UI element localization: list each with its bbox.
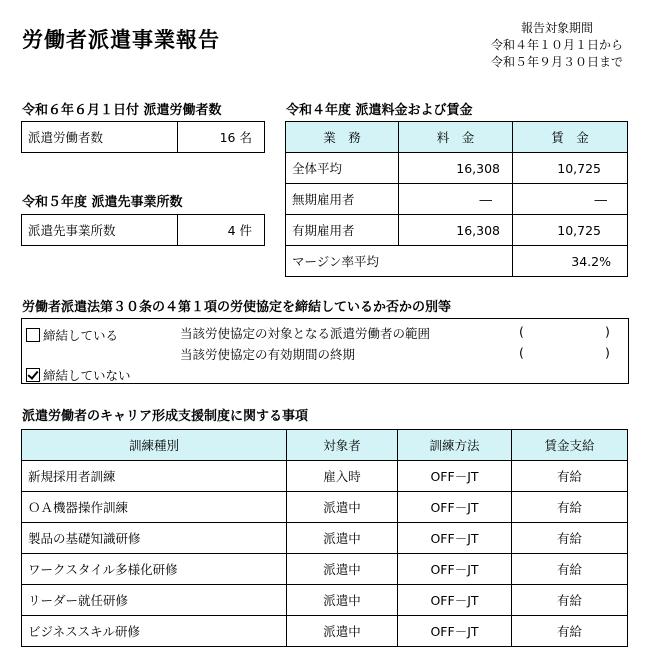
fees-margin-value: 34.2%	[513, 246, 628, 277]
fees-row-wage: ―	[513, 184, 628, 215]
agreement-end-label: 当該労使協定の有効期間の終期	[180, 347, 356, 362]
career-row	[22, 492, 628, 523]
career-row-target: 雇入時	[287, 461, 398, 492]
fees-row	[286, 153, 628, 184]
fees-row-fee: ―	[399, 184, 513, 215]
agreement-heading: 労働者派遣法第３０条の４第１項の労使協定を締結しているか否かの別等	[22, 300, 452, 315]
career-row-pay: 有給	[512, 554, 628, 585]
period-to: 令和５年９月３０日まで	[490, 55, 623, 69]
fees-row-fee: 16,308	[399, 153, 513, 184]
career-row-method: OFF－JT	[398, 616, 512, 647]
agreement-option-no[interactable]	[26, 366, 131, 384]
fees-row	[286, 215, 628, 246]
agreement-box	[21, 318, 629, 384]
career-row-target: 派遣中	[287, 585, 398, 616]
page-title: 労働者派遣事業報告	[22, 28, 220, 52]
career-header-method: 訓練方法	[398, 430, 512, 461]
workers-heading: 令和６年６月１日付 派遣労働者数	[22, 103, 222, 118]
career-row-method: OFF－JT	[398, 523, 512, 554]
career-row	[22, 616, 628, 647]
agreement-option-no-label: 締結していない	[43, 368, 131, 383]
career-row-method: OFF－JT	[398, 585, 512, 616]
career-row-method: OFF－JT	[398, 492, 512, 523]
career-row	[22, 554, 628, 585]
career-header-row	[22, 430, 628, 461]
agreement-scope-open-paren: (	[519, 324, 524, 339]
fees-table	[285, 121, 628, 277]
career-row	[22, 585, 628, 616]
fees-row-label: 全体平均	[286, 153, 399, 184]
agreement-option-yes-label: 締結している	[43, 328, 119, 343]
career-row-pay: 有給	[512, 585, 628, 616]
career-row-type: リーダー就任研修	[22, 585, 287, 616]
unchecked-checkbox-icon[interactable]	[26, 328, 40, 342]
period-label: 報告対象期間	[520, 21, 593, 35]
career-row-type: ワークスタイル多様化研修	[22, 554, 287, 585]
fees-header-fee: 料 金	[399, 122, 513, 153]
agreement-end-open-paren: (	[519, 345, 524, 360]
career-row-target: 派遣中	[287, 492, 398, 523]
career-row-pay: 有給	[512, 616, 628, 647]
agreement-scope-close-paren: )	[605, 324, 610, 339]
fees-header-row	[286, 122, 628, 153]
career-row-pay: 有給	[512, 461, 628, 492]
period-from: 令和４年１０月１日から	[490, 38, 623, 52]
career-header-target: 対象者	[287, 430, 398, 461]
agreement-end-close-paren: )	[605, 345, 610, 360]
fees-margin-row	[286, 246, 628, 277]
career-heading: 派遣労働者のキャリア形成支援制度に関する事項	[22, 409, 309, 424]
career-row-type: 製品の基礎知識研修	[22, 523, 287, 554]
career-row-pay: 有給	[512, 492, 628, 523]
offices-value: 4 件	[178, 215, 265, 246]
offices-label: 派遣先事業所数	[22, 215, 178, 246]
fees-row-wage: 10,725	[513, 215, 628, 246]
fees-row-label: 有期雇用者	[286, 215, 399, 246]
career-row-target: 派遣中	[287, 554, 398, 585]
workers-table	[21, 121, 265, 153]
fees-row-wage: 10,725	[513, 153, 628, 184]
fees-row-label: 無期雇用者	[286, 184, 399, 215]
fees-row	[286, 184, 628, 215]
career-row-method: OFF－JT	[398, 461, 512, 492]
career-row-method: OFF－JT	[398, 554, 512, 585]
career-row-type: 新規採用者訓練	[22, 461, 287, 492]
career-row-target: 派遣中	[287, 616, 398, 647]
fees-margin-label: マージン率平均	[286, 246, 513, 277]
agreement-option-yes[interactable]	[26, 326, 118, 344]
agreement-scope-label: 当該労使協定の対象となる派遣労働者の範囲	[180, 326, 431, 341]
fees-header-business: 業 務	[286, 122, 399, 153]
career-header-pay: 賃金支給	[512, 430, 628, 461]
fees-row-fee: 16,308	[399, 215, 513, 246]
fees-heading: 令和４年度 派遣料金および賃金	[286, 103, 473, 118]
career-row-type: ＯＡ機器操作訓練	[22, 492, 287, 523]
report-period	[491, 20, 623, 71]
career-row	[22, 523, 628, 554]
career-row-target: 派遣中	[287, 523, 398, 554]
offices-table	[21, 214, 265, 246]
checked-checkbox-icon[interactable]	[26, 368, 40, 382]
offices-heading: 令和５年度 派遣先事業所数	[22, 195, 183, 210]
career-row-pay: 有給	[512, 523, 628, 554]
career-row-type: ビジネススキル研修	[22, 616, 287, 647]
workers-label: 派遣労働者数	[22, 122, 178, 153]
fees-header-wage: 賃 金	[513, 122, 628, 153]
career-table	[21, 429, 628, 647]
career-header-type: 訓練種別	[22, 430, 287, 461]
career-row	[22, 461, 628, 492]
workers-value: 16 名	[178, 122, 265, 153]
